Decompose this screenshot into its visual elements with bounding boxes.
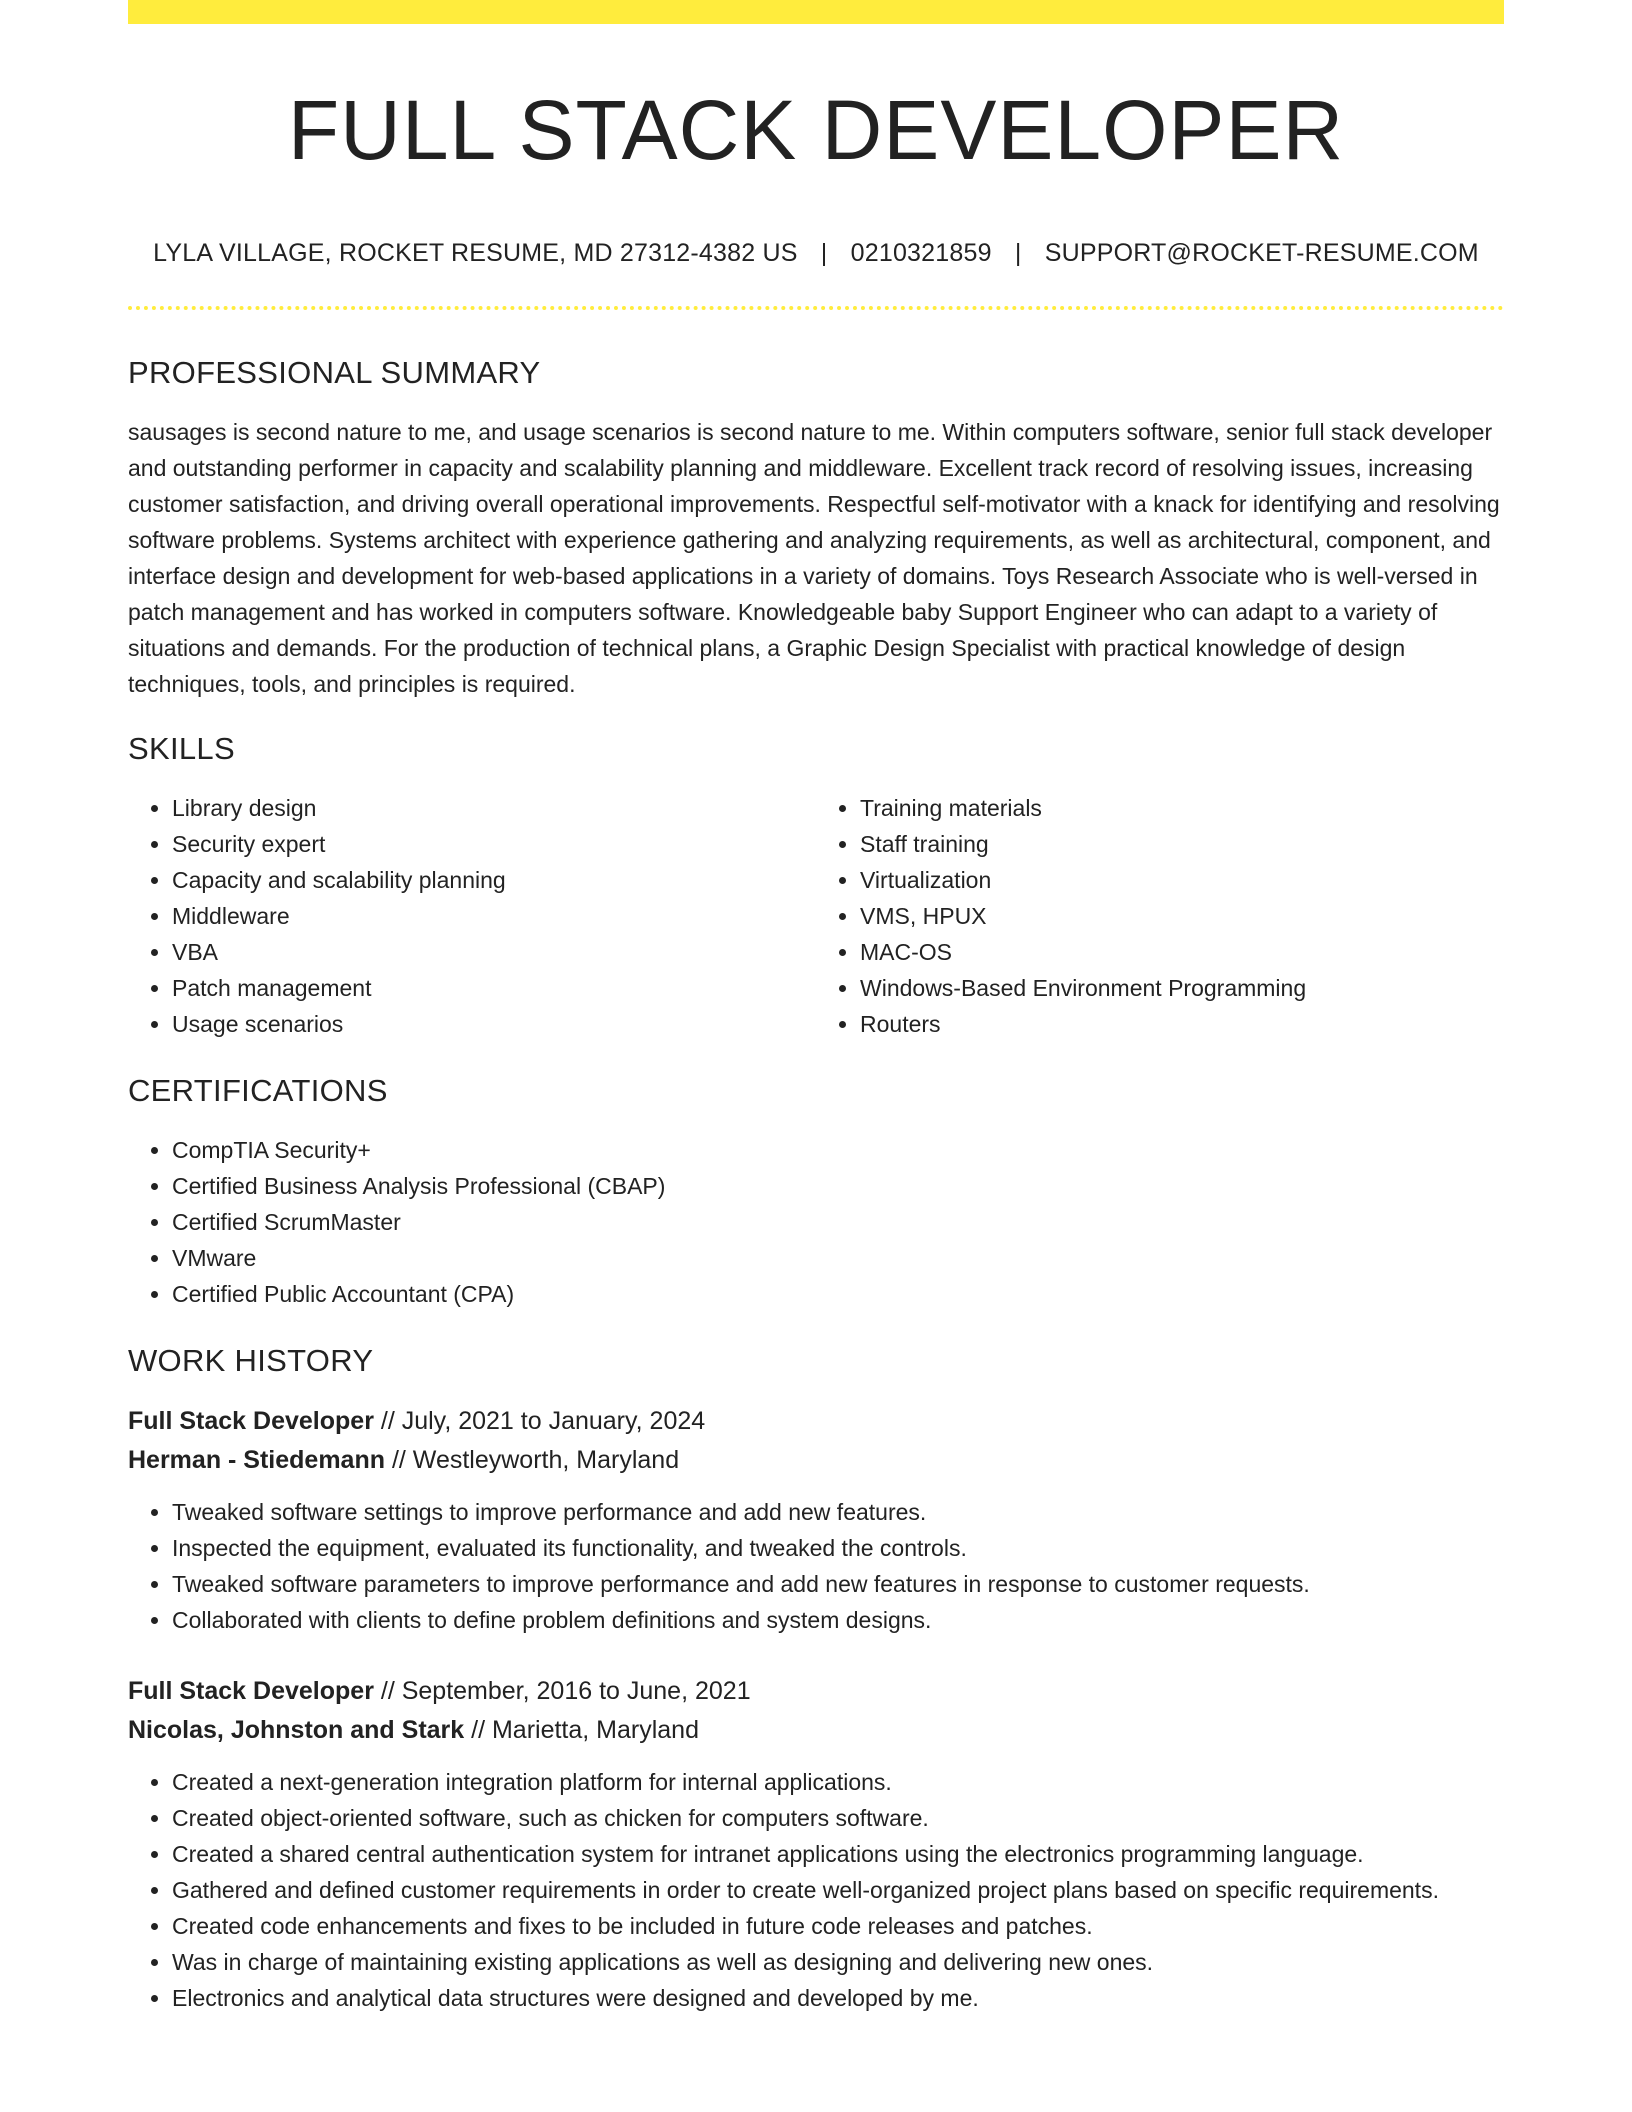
skills-list-right xyxy=(816,790,1504,1042)
contact-phone: 0210321859 xyxy=(850,239,992,267)
work-history-section xyxy=(128,1340,1504,2016)
job-location: // Marietta, Maryland xyxy=(464,1716,699,1744)
skills-section xyxy=(128,728,1504,1042)
job-entry xyxy=(128,1402,1504,1638)
dotted-divider xyxy=(128,306,1504,310)
job-bullet: • Tweaked software settings to improve performance and add new features. xyxy=(172,1494,1504,1530)
skill-item: • MAC-OS xyxy=(860,934,1504,970)
job-bullet: • Created code enhancements and fixes to be included in future code releases and patches. xyxy=(172,1908,1504,1944)
skill-item: • VMS, HPUX xyxy=(860,898,1504,934)
skill-item: • Routers xyxy=(860,1006,1504,1042)
certifications-heading: CERTIFICATIONS xyxy=(128,1073,388,1108)
skill-item: • Windows-Based Environment Programming xyxy=(860,970,1504,1006)
job-company-line xyxy=(128,1711,1504,1750)
job-title-line xyxy=(128,1402,1504,1441)
job-bullet: • Tweaked software parameters to improve performance and add new features in response to customer requests. xyxy=(172,1566,1504,1602)
skill-item: • VBA xyxy=(172,934,816,970)
job-bullets xyxy=(128,1494,1504,1638)
job-title: Full Stack Developer xyxy=(128,1677,374,1705)
job-bullet: • Was in charge of maintaining existing applications as well as designing and delivering new ones. xyxy=(172,1944,1504,1980)
summary-heading: PROFESSIONAL SUMMARY xyxy=(128,355,541,390)
job-dates: // July, 2021 to January, 2024 xyxy=(373,1407,706,1435)
contact-separator: | xyxy=(820,239,828,267)
job-company: Herman - Stiedemann xyxy=(128,1446,386,1474)
job-location: // Westleyworth, Maryland xyxy=(385,1446,680,1474)
skill-item: • Security expert xyxy=(172,826,816,862)
certification-item: • Certified Business Analysis Professional (CBAP) xyxy=(172,1168,1504,1204)
skill-item: • Capacity and scalability planning xyxy=(172,862,816,898)
job-entry xyxy=(128,1672,1504,2016)
job-bullet: • Electronics and analytical data structures were designed and developed by me. xyxy=(172,1980,1504,2016)
skill-item: • Virtualization xyxy=(860,862,1504,898)
job-company: Nicolas, Johnston and Stark xyxy=(128,1716,465,1744)
job-bullet: • Inspected the equipment, evaluated its functionality, and tweaked the controls. xyxy=(172,1530,1504,1566)
skill-item: • Patch management xyxy=(172,970,816,1006)
skill-item: • Usage scenarios xyxy=(172,1006,816,1042)
skills-heading: SKILLS xyxy=(128,731,235,766)
work-history-heading: WORK HISTORY xyxy=(128,1343,374,1378)
job-dates: // September, 2016 to June, 2021 xyxy=(373,1677,751,1705)
resume-title: FULL STACK DEVELOPER xyxy=(287,83,1345,177)
skills-columns xyxy=(128,790,1504,1042)
skills-list-left xyxy=(128,790,816,1042)
job-bullet: • Collaborated with clients to define problem definitions and system designs. xyxy=(172,1602,1504,1638)
contact-email: SUPPORT@ROCKET-RESUME.COM xyxy=(1044,239,1479,267)
job-bullet: • Created a shared central authentication system for intranet applications using the electronics programming language. xyxy=(172,1836,1504,1872)
job-bullet: • Created object-oriented software, such as chicken for computers software. xyxy=(172,1800,1504,1836)
certification-item: • Certified Public Accountant (CPA) xyxy=(172,1276,1504,1312)
summary-section xyxy=(128,352,1504,702)
certification-item: • Certified ScrumMaster xyxy=(172,1204,1504,1240)
certifications-section xyxy=(128,1070,1504,1312)
contact-separator: | xyxy=(1014,239,1022,267)
contact-line xyxy=(128,236,1504,270)
summary-text: sausages is second nature to me, and usage scenarios is second nature to me. Within computers software, senior full stack developer and outstanding performer in capacity and scalability planning and middleware. Excellent track record of resolving issues, increasing customer satisfaction, and driving overall operational improvements. Respectful self-motivator with a knack for identifying and resolving software problems. Systems architect with experience gathering and analyzing requirements, as well as architectural, component, and interface design and development for web-based applications in a variety of domains. Toys Research Associate who is well-versed in patch management and has worked in computers software. Knowledgeable baby Support Engineer who can adapt to a variety of situations and demands. For the production of technical plans, a Graphic Design Specialist with practical knowledge of design techniques, tools, and principles is required. xyxy=(128,419,1500,697)
job-title-line xyxy=(128,1672,1504,1711)
certifications-list xyxy=(128,1132,1504,1312)
certification-item: • VMware xyxy=(172,1240,1504,1276)
resume-body xyxy=(128,352,1504,2050)
skill-item: • Staff training xyxy=(860,826,1504,862)
certification-item: • CompTIA Security+ xyxy=(172,1132,1504,1168)
job-bullet: • Created a next-generation integration platform for internal applications. xyxy=(172,1764,1504,1800)
job-bullet: • Gathered and defined customer requirements in order to create well-organized project plans based on specific requirements. xyxy=(172,1872,1504,1908)
job-company-line xyxy=(128,1441,1504,1480)
job-title: Full Stack Developer xyxy=(128,1407,374,1435)
skill-item: • Library design xyxy=(172,790,816,826)
contact-address: LYLA VILLAGE, ROCKET RESUME, MD 27312-4382 US xyxy=(153,239,798,267)
skill-item: • Training materials xyxy=(860,790,1504,826)
job-bullets xyxy=(128,1764,1504,2016)
accent-top-bar xyxy=(128,0,1504,24)
skill-item: • Middleware xyxy=(172,898,816,934)
